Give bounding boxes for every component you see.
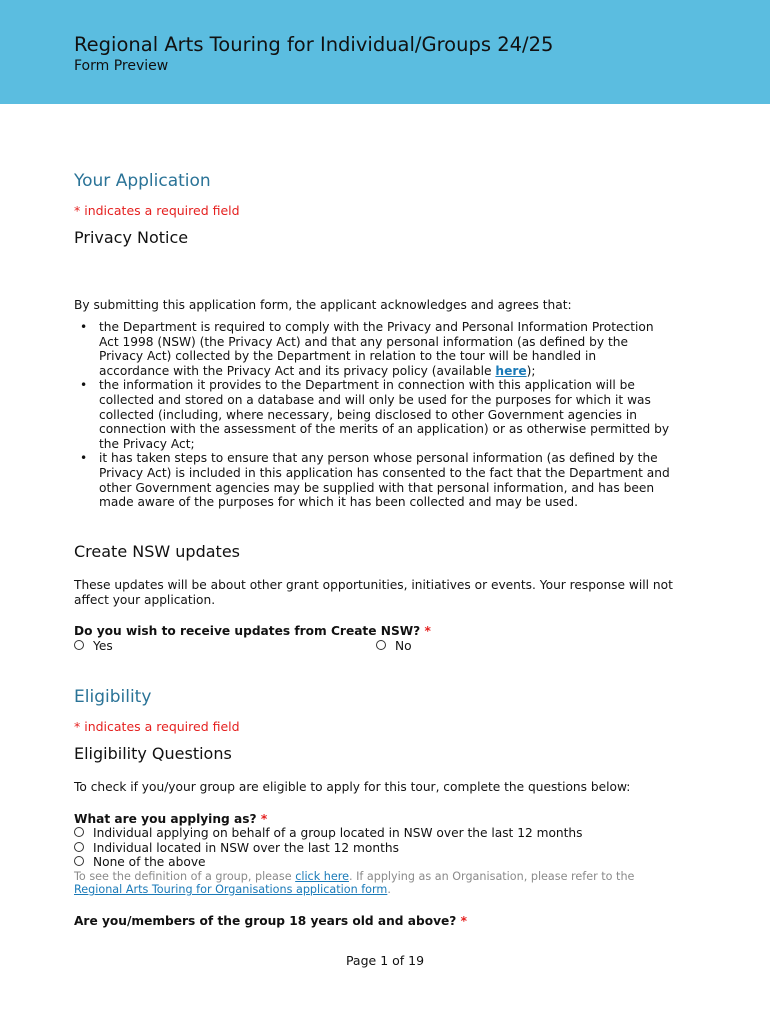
radio-group-applicant[interactable]: Individual applying on behalf of a group located in NSW over the last 12 months xyxy=(74,826,583,840)
privacy-intro: By submitting this application form, the applicant acknowledges and agrees that: xyxy=(74,298,572,312)
required-star: * xyxy=(260,812,268,826)
radio-yes[interactable]: Yes xyxy=(74,639,113,653)
radio-circle-icon[interactable] xyxy=(74,640,84,650)
updates-text: These updates will be about other grant opportunities, initiatives or events. Your response will not affect your application. xyxy=(74,578,673,607)
required-star: * xyxy=(460,914,467,928)
privacy-bullet: • it has taken steps to ensure that any person whose personal information (as defined by the Privacy Act) is included in this application has consented to the fact that the Department and other Government agencies may be supplied with that personal information, and has been made aware of the purposes for which it has been collected and may be used. xyxy=(80,451,670,510)
form-subtitle: Form Preview xyxy=(74,58,169,74)
page-header xyxy=(0,0,770,104)
radio-circle-icon[interactable] xyxy=(74,856,84,866)
section-title-eligibility: Eligibility xyxy=(74,687,152,707)
radio-no[interactable]: No xyxy=(376,639,412,653)
required-star: * xyxy=(424,624,431,638)
privacy-policy-link[interactable]: here xyxy=(495,363,527,378)
radio-circle-icon[interactable] xyxy=(376,640,386,650)
bullet-dot: • xyxy=(80,378,88,393)
updates-question: Do you wish to receive updates from Create NSW? * xyxy=(74,624,431,638)
privacy-bullets xyxy=(80,320,670,510)
age-question: Are you/members of the group 18 years old and above? * xyxy=(74,914,467,928)
eligibility-questions-title: Eligibility Questions xyxy=(74,744,232,763)
required-note: * indicates a required field xyxy=(74,719,240,734)
radio-individual[interactable]: Individual located in NSW over the last 12 months xyxy=(74,841,399,855)
radio-circle-icon[interactable] xyxy=(74,827,84,837)
updates-title: Create NSW updates xyxy=(74,542,240,561)
radio-circle-icon[interactable] xyxy=(74,842,84,852)
required-note: * indicates a required field xyxy=(74,203,240,218)
applying-as-question: What are you applying as? * xyxy=(74,812,268,826)
section-title-application: Your Application xyxy=(74,171,211,191)
privacy-bullet: • the Department is required to comply with the Privacy and Personal Information Protection Act 1998 (NSW) (the Privacy Act) and that any personal information (as defined by the Privacy Act) collected by the Department in relation to the tour will be handled in accordance with the Privacy Act and its privacy policy (available here); xyxy=(80,320,654,378)
radio-none[interactable]: None of the above xyxy=(74,855,206,869)
bullet-dot: • xyxy=(80,451,88,466)
group-definition-link[interactable]: click here xyxy=(295,870,349,883)
eligibility-intro: To check if you/your group are eligible to apply for this tour, complete the questions below: xyxy=(74,780,631,794)
privacy-notice-title: Privacy Notice xyxy=(74,228,189,247)
group-definition-help: To see the definition of a group, please click here. If applying as an Organisation, please refer to the Regional Arts Touring for Organisations application form. xyxy=(74,870,635,896)
organisations-form-link[interactable]: Regional Arts Touring for Organisations application form xyxy=(74,883,388,896)
form-title: Regional Arts Touring for Individual/Groups 24/25 xyxy=(74,33,554,56)
page-number: Page 1 of 19 xyxy=(345,953,425,968)
privacy-bullet: • the information it provides to the Department in connection with this application will be collected and stored on a database and will only be used for the purposes for which it was collected (including, where necessary, being disclosed to other Government agencies in connection with the assessment of the merits of an application) or as otherwise permitted by the Privacy Act; xyxy=(80,378,670,451)
bullet-dot: • xyxy=(80,320,88,334)
